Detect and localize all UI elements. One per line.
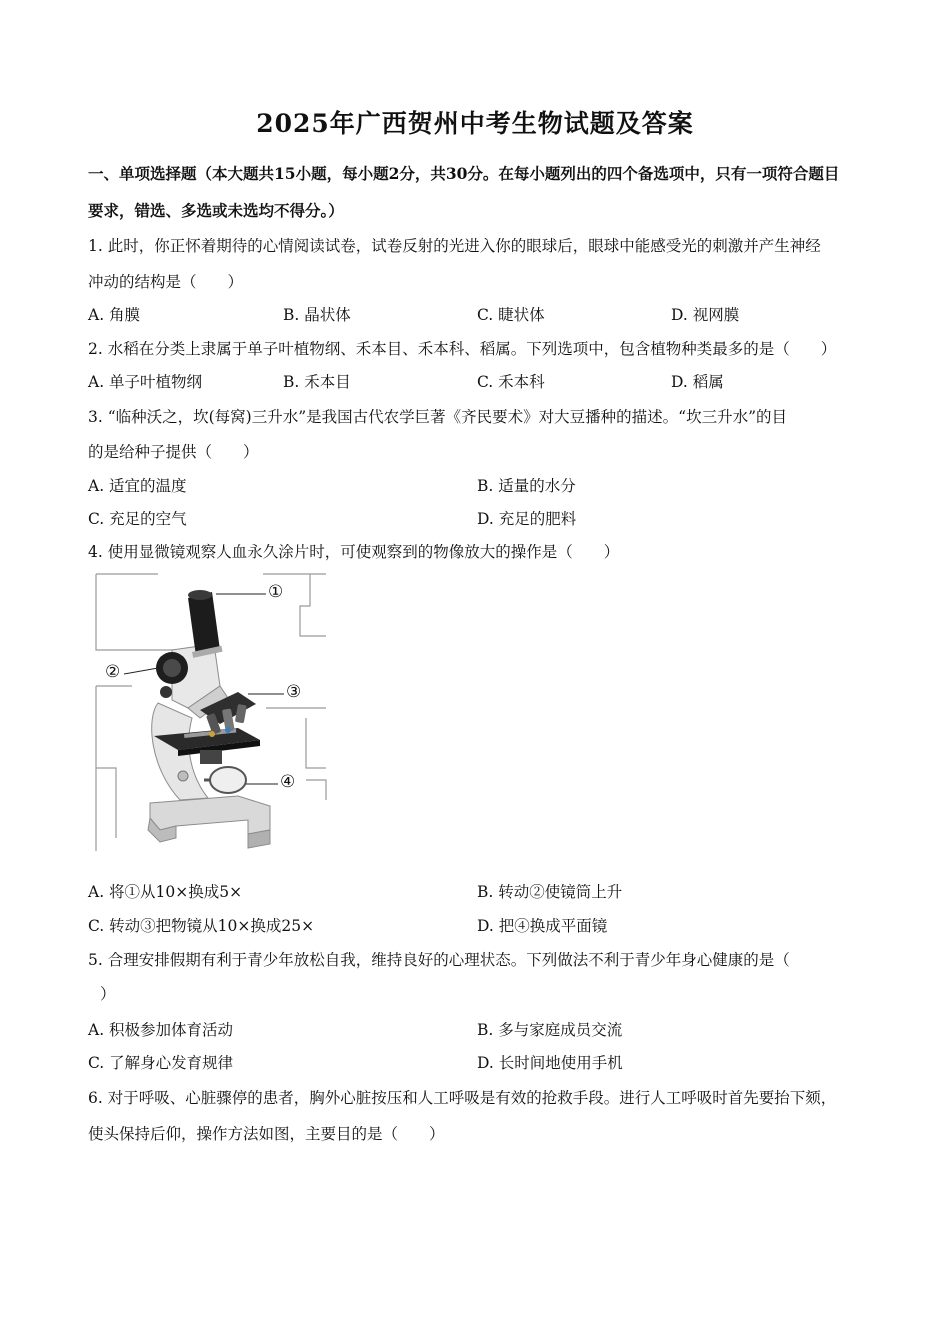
q3-stem-line-2: 的是给种子提供（ ） xyxy=(88,443,259,461)
q1-stem-line-1: 1. 此时，你正怀着期待的心情阅读试卷，试卷反射的光进入你的眼球后，眼球中能感受光的刺激并产生神经 xyxy=(88,237,821,255)
label-4: ④ xyxy=(280,772,296,792)
q3-option-d: D. 充足的肥料 xyxy=(477,510,577,528)
q3-option-a: A. 适宜的温度 xyxy=(88,477,187,495)
q2-option-b: B. 禾本目 xyxy=(283,373,351,391)
q5-option-b: B. 多与家庭成员交流 xyxy=(477,1021,623,1039)
q4-option-d: D. 把④换成平面镜 xyxy=(477,917,608,935)
q2-option-a: A. 单子叶植物纲 xyxy=(88,373,203,391)
q2-option-d: D. 稻属 xyxy=(671,373,724,391)
label-1: ① xyxy=(268,582,284,602)
q1-option-c: C. 睫状体 xyxy=(477,306,545,324)
q1-stem-line-2: 冲动的结构是（ ） xyxy=(88,273,244,291)
microscope-figure xyxy=(88,568,328,853)
q6-stem-line-1: 6. 对于呼吸、心脏骤停的患者，胸外心脏按压和人工呼吸是有效的抢救手段。进行人工呼吸时首先要抬下颏， xyxy=(88,1089,837,1107)
q4-stem-line-1: 4. 使用显微镜观察人血永久涂片时，可使观察到的物像放大的操作是（ ） xyxy=(88,543,620,561)
q1-option-d: D. 视网膜 xyxy=(671,306,740,324)
q4-option-a: A. 将①从10×换成5× xyxy=(88,883,243,901)
page-title: 2025年广西贺州中考生物试题及答案 xyxy=(256,109,694,138)
label-2: ② xyxy=(105,662,121,682)
section-heading-line-1: 一、单项选择题（本大题共15小题，每小题2分，共30分。在每小题列出的四个备选项中，只有一项符合题目 xyxy=(88,164,840,183)
section-heading-line-2: 要求，错选、多选或未选均不得分。） xyxy=(88,201,344,220)
q2-stem-line-1: 2. 水稻在分类上隶属于单子叶植物纲、禾本目、禾本科、稻属。下列选项中，包含植物种类最多的是（ ） xyxy=(88,340,837,358)
q1-option-b: B. 晶状体 xyxy=(283,306,351,324)
q4-option-c: C. 转动③把物镜从10×换成25× xyxy=(88,917,315,935)
q5-option-a: A. 积极参加体育活动 xyxy=(88,1021,234,1039)
q1-option-a: A. 角膜 xyxy=(88,306,141,324)
q5-stem-line-1: 5. 合理安排假期有利于青少年放松自我，维持良好的心理状态。下列做法不利于青少年身心健康的是（ xyxy=(88,951,790,969)
q6-stem-line-2: 使头保持后仰，操作方法如图，主要目的是（ ） xyxy=(88,1125,445,1143)
q2-option-c: C. 禾本科 xyxy=(477,373,545,391)
q3-option-b: B. 适量的水分 xyxy=(477,477,576,495)
label-3: ③ xyxy=(286,682,302,702)
q3-option-c: C. 充足的空气 xyxy=(88,510,187,528)
q4-option-b: B. 转动②使镜筒上升 xyxy=(477,883,623,901)
q3-stem-line-1: 3. “临种沃之，坎(每窝)三升水”是我国古代农学巨著《齐民要术》对大豆播种的描述。“坎三升水”的目 xyxy=(88,408,788,426)
q5-stem-line-2: ） xyxy=(100,985,116,1003)
q5-option-c: C. 了解身心发育规律 xyxy=(88,1054,234,1072)
q5-option-d: D. 长时间地使用手机 xyxy=(477,1054,623,1072)
